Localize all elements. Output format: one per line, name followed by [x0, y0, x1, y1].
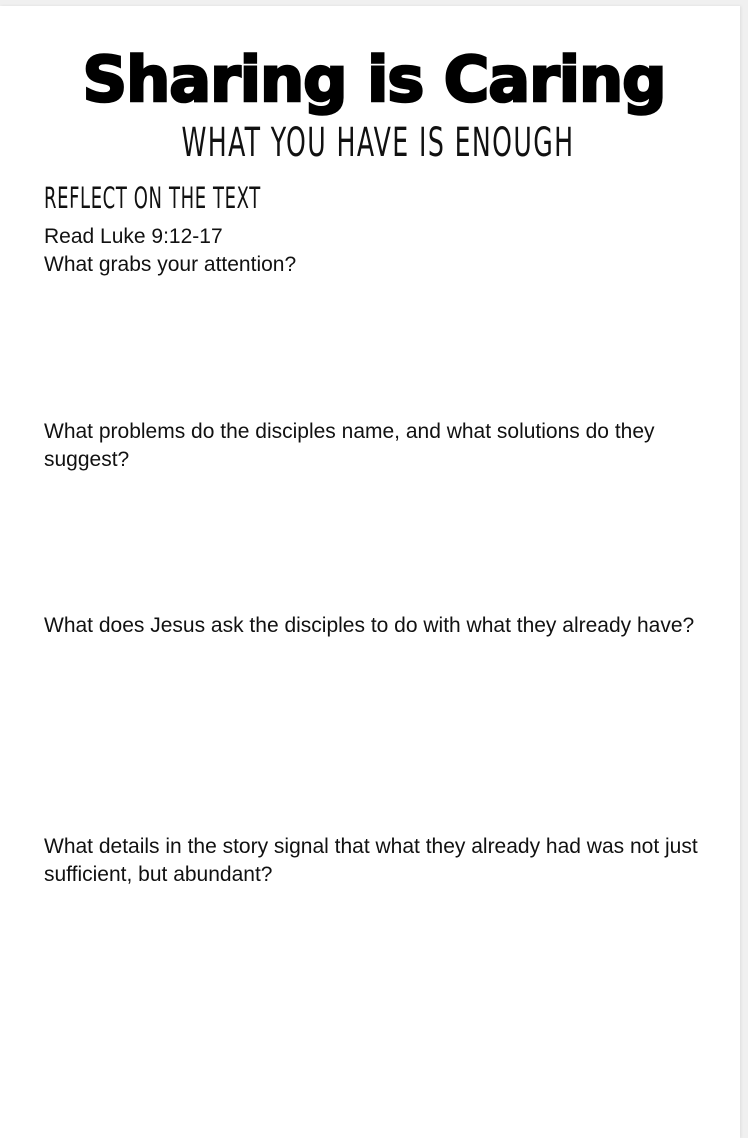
section-heading: REFLECT ON THE TEXT [44, 181, 261, 215]
document-title: Sharing is Caring [82, 43, 666, 116]
document-subtitle: WHAT YOU HAVE IS ENOUGH [181, 120, 575, 166]
question-4: What details in the story signal that what they already had was not just sufficient, but abundant? [44, 835, 698, 886]
question-2: What problems do the disciples name, and what solutions do they suggest? [44, 420, 655, 471]
question-3: What does Jesus ask the disciples to do with what they already have? [44, 614, 695, 637]
scripture-instruction: Read Luke 9:12-17 [44, 225, 223, 248]
question-1: What grabs your attention? [44, 253, 297, 276]
